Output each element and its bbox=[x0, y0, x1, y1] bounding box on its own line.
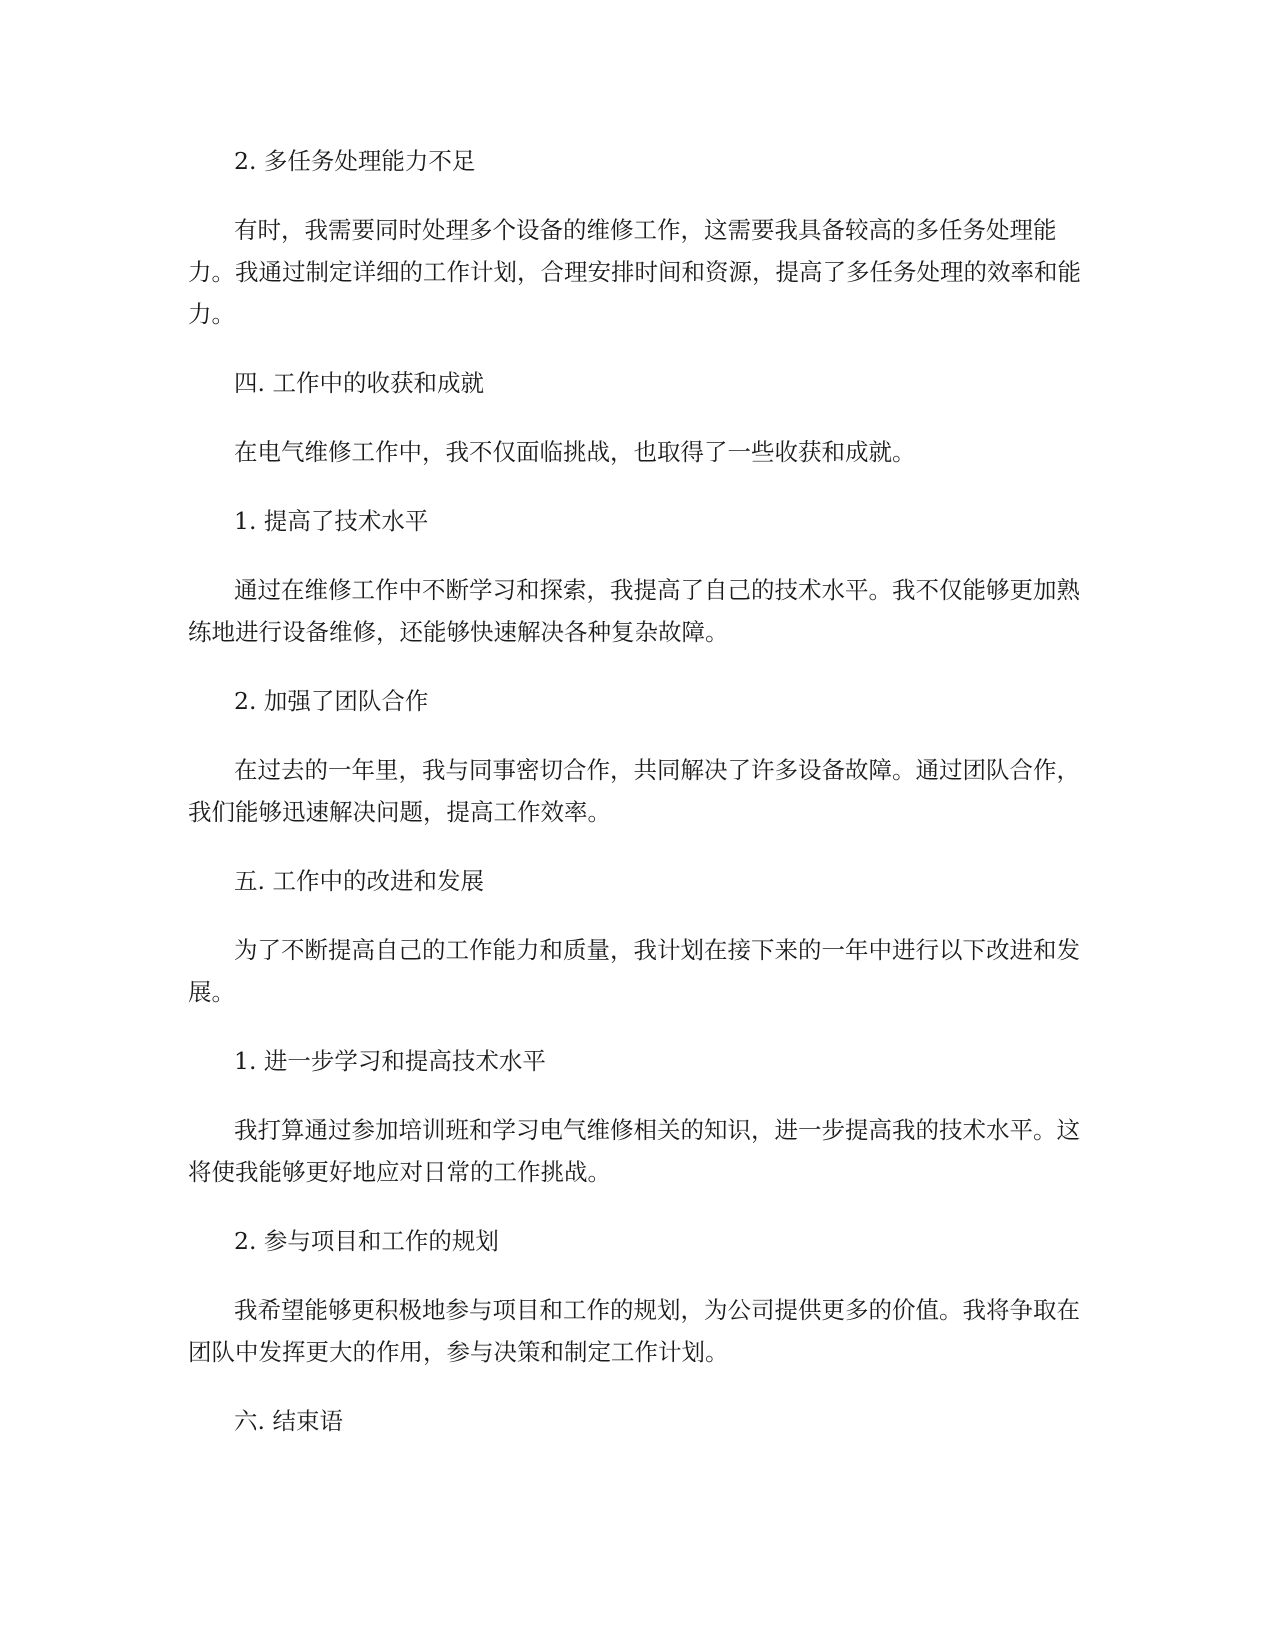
section-heading-improvement: 五. 工作中的改进和发展 bbox=[234, 867, 484, 895]
paragraph-multitask: 有时，我需要同时处理多个设备的维修工作，这需要我具备较高的多任务处理能力。我通过制定详细的工作计划，合理安排时间和资源，提高了多任务处理的效率和能力。 bbox=[188, 216, 1081, 328]
paragraph-teamwork: 在过去的一年里，我与同事密切合作，共同解决了许多设备故障。通过团队合作，我们能够迅速解决问题，提高工作效率。 bbox=[188, 756, 1080, 826]
subheading-multitask: 2. 多任务处理能力不足 bbox=[234, 147, 476, 175]
subheading-further-learning: 1. 进一步学习和提高技术水平 bbox=[234, 1047, 546, 1075]
subheading-teamwork: 2. 加强了团队合作 bbox=[234, 687, 429, 715]
paragraph-achievements-intro: 在电气维修工作中，我不仅面临挑战，也取得了一些收获和成就。 bbox=[234, 438, 916, 466]
section-heading-conclusion: 六. 结束语 bbox=[234, 1407, 343, 1435]
subheading-tech-level: 1. 提高了技术水平 bbox=[234, 507, 429, 535]
paragraph-planning: 我希望能够更积极地参与项目和工作的规划，为公司提供更多的价值。我将争取在团队中发挥更大的作用，参与决策和制定工作计划。 bbox=[188, 1296, 1080, 1366]
document-body bbox=[188, 140, 1092, 1469]
paragraph-further-learning: 我打算通过参加培训班和学习电气维修相关的知识，进一步提高我的技术水平。这将使我能够更好地应对日常的工作挑战。 bbox=[188, 1116, 1080, 1186]
subheading-planning: 2. 参与项目和工作的规划 bbox=[234, 1227, 499, 1255]
paragraph-improvement-intro: 为了不断提高自己的工作能力和质量，我计划在接下来的一年中进行以下改进和发展。 bbox=[188, 936, 1080, 1006]
section-heading-achievements: 四. 工作中的收获和成就 bbox=[234, 369, 484, 397]
paragraph-tech-level: 通过在维修工作中不断学习和探索，我提高了自己的技术水平。我不仅能够更加熟练地进行设备维修，还能够快速解决各种复杂故障。 bbox=[188, 576, 1080, 646]
